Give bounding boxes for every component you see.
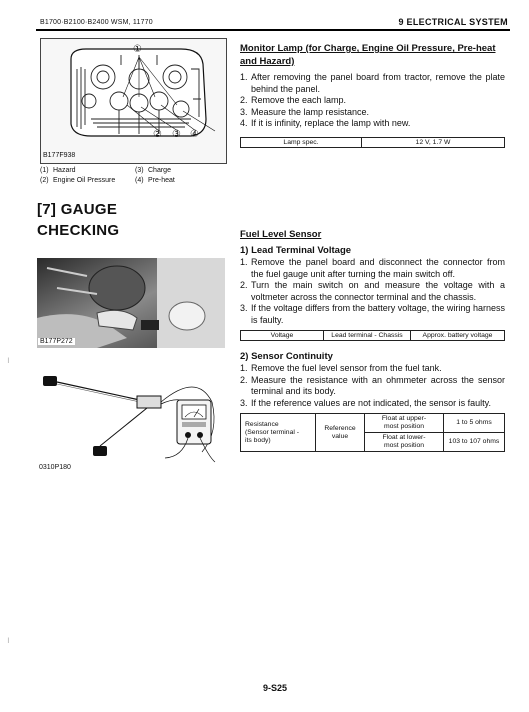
monitor-lamp-steps — [240, 72, 505, 130]
lead-terminal-steps — [240, 257, 505, 326]
resistance-label: Resistance (Sensor terminal - its body) — [241, 414, 316, 452]
lead-terminal-heading: 1) Lead Terminal Voltage — [240, 245, 352, 256]
fuel-level-heading: Fuel Level Sensor — [240, 229, 322, 240]
callout-1: ① — [133, 44, 142, 55]
resistance-value: 103 to 107 ohms — [444, 433, 505, 452]
legend-text: Pre-heat — [148, 177, 175, 184]
callout-2: ② — [153, 129, 162, 140]
header-manual-code: B1700·B2100·B2400 WSM, 11770 — [40, 19, 153, 26]
voltage-table — [240, 330, 505, 341]
figure-code: 0310P180 — [39, 464, 71, 471]
figure-photo-voltage-check — [37, 258, 225, 348]
panel-board-drawing — [41, 39, 226, 163]
legend-num: (1) — [40, 167, 49, 174]
header-chapter-title: 9 ELECTRICAL SYSTEM — [398, 17, 508, 27]
callout-4: ④ — [190, 129, 199, 140]
list-item: 2. Remove the each lamp. — [240, 95, 347, 105]
fuel-level-section — [240, 228, 505, 452]
fuel-sensor-ohmmeter — [37, 362, 227, 472]
figure-legend — [40, 166, 225, 186]
lamp-spec-table — [240, 137, 505, 148]
float-position: Float at lower- most position — [365, 433, 444, 452]
figure-ohmmeter-drawing — [37, 362, 227, 472]
list-item: 1. Remove the fuel level sensor from the fuel tank. — [240, 363, 442, 373]
voltage-label: Voltage — [241, 331, 324, 341]
page-number: 9-S25 — [263, 683, 288, 693]
voltage-value: Approx. battery voltage — [411, 331, 505, 341]
legend-text: Hazard — [53, 167, 76, 174]
sensor-continuity-heading: 2) Sensor Continuity — [240, 351, 333, 362]
callout-3: ③ — [172, 129, 181, 140]
list-item: 2. Measure the resistance with an ohmmeter across the sensor terminal and its body. — [240, 374, 505, 396]
section-subtitle: CHECKING — [37, 222, 120, 239]
resistance-value: 1 to 5 ohms — [444, 414, 505, 433]
legend-text: Charge — [148, 167, 171, 174]
reference-label: Reference value — [316, 414, 365, 452]
list-item: 2. Turn the main switch on and measure the voltage with a voltmeter across the connector terminal and the chassis. — [240, 280, 505, 302]
list-item: 3. If the reference values are not indicated, the sensor is faulty. — [240, 397, 491, 408]
list-item: 1. After removing the panel board from tractor, remove the plate behind the panel. — [240, 72, 505, 94]
figure-code: B177P272 — [40, 338, 73, 345]
header-rule — [36, 29, 510, 31]
figure-code: B177F938 — [43, 152, 76, 159]
list-item: 3. Measure the lamp resistance. — [240, 106, 370, 117]
monitor-lamp-section — [240, 42, 505, 148]
voltage-measure-points: Lead terminal - Chassis — [324, 331, 411, 341]
sensor-continuity-steps — [240, 363, 505, 409]
legend-num: (4) — [135, 177, 144, 184]
spec-label: Lamp spec. — [241, 137, 362, 147]
list-item: 1. Remove the panel board and disconnect the connector from the fuel gauge unit after turning the main switch off. — [240, 257, 505, 279]
float-position: Float at upper- most position — [365, 414, 444, 433]
resistance-table — [240, 413, 505, 452]
figure-panel-board — [40, 38, 227, 164]
legend-num: (2) — [40, 177, 49, 184]
spec-value: 12 V, 1.7 W — [362, 137, 505, 147]
monitor-lamp-heading-cont: and Hazard) — [240, 56, 295, 67]
voltage-check-photo — [37, 258, 225, 348]
margin-mark: ı — [7, 355, 10, 366]
monitor-lamp-heading: Monitor Lamp (for Charge, Engine Oil Pressure, Pre-heat — [240, 43, 496, 54]
list-item: 4. If it is infinity, replace the lamp with new. — [240, 118, 411, 128]
section-title: [7] GAUGE — [37, 201, 118, 218]
legend-text: Engine Oil Pressure — [53, 177, 116, 184]
margin-mark: ı — [7, 635, 10, 646]
legend-num: (3) — [135, 167, 144, 174]
list-item: 3. If the voltage differs from the battery voltage, the wiring harness is faulty. — [240, 303, 505, 325]
